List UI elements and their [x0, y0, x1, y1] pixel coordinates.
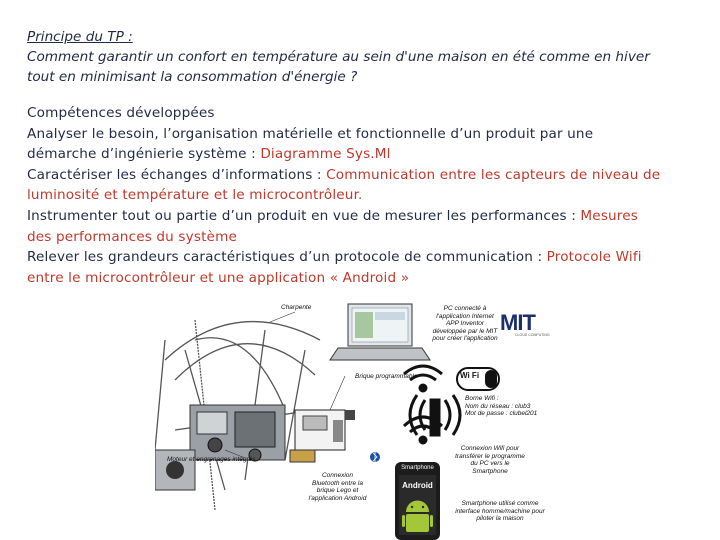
lego-base: [155, 405, 285, 490]
bluetooth-icon: [370, 452, 380, 462]
competence-line: démarche d’ingénierie système : Diagramme Sys.Ml: [27, 146, 391, 163]
label-smartphone-use: Smartphone utilisé comme interface homme/machine pour piloter la maison: [455, 500, 545, 523]
label-charpente: Charpente: [281, 304, 312, 311]
principe-question-line-2: tout en minimisant la consommation d'énergie ?: [27, 69, 358, 85]
principe-heading: Principe du TP :: [27, 29, 133, 45]
smartphone-brand: Smartphone: [401, 465, 434, 471]
label-pc: PC connecté à l'application Internet APP Inventor développée par le MIT pour créer l'application: [432, 305, 498, 343]
wifi-logo-text: Wi Fi: [460, 371, 480, 380]
competence-item-2: [27, 165, 697, 206]
programmable-brick: [290, 410, 355, 462]
smartphone: [395, 462, 440, 540]
router-signal: [410, 395, 460, 435]
competence-highlight: Communication entre les capteurs de niveau de: [326, 166, 661, 183]
mit-subtitle: CLOUD COMPUTING: [515, 333, 550, 337]
competence-line: [27, 268, 697, 289]
label-borne: Borne Wifi : Nom du réseau : club3 Mot de passe : clubel201: [465, 395, 538, 418]
competences-section: [27, 103, 697, 288]
competence-highlight: luminosité et température et le microcontrôleur.: [27, 187, 363, 204]
mit-logo: MIT: [500, 310, 535, 335]
label-connexion-wifi: Connexion Wifi pour transférer le programme du PC vers le Smartphone: [455, 445, 525, 475]
label-moteur: Moteur et engrenages intégrés: [167, 456, 256, 463]
principe-question-line-1: Comment garantir un confort en température au sein d'une maison en été comme en hiver: [27, 49, 650, 65]
label-bluetooth: Connexion Bluetooth entre la brique Lego et l'application Android: [308, 472, 367, 502]
competence-highlight: Protocole Wifi: [546, 249, 642, 266]
competence-highlight: entre le microcontrôleur et une application « Android »: [27, 269, 410, 286]
competence-line: Analyser le besoin, l’organisation matérielle et fonctionnelle d’un produit par une: [27, 125, 594, 142]
competence-line: [27, 185, 697, 206]
competence-line: Instrumenter tout ou partie d’un produit en vue de mesurer les performances : Mesures: [27, 207, 638, 224]
label-brique: Brique programmable: [355, 373, 418, 380]
competences-heading: Compétences développées: [27, 105, 215, 121]
android-label: Android: [402, 481, 433, 490]
competence-item-1: [27, 124, 697, 165]
competence-line: [27, 227, 697, 248]
competence-highlight: Mesures: [580, 207, 638, 224]
competence-line: Caractériser les échanges d’informations : Communication entre les capteurs de niveau de: [27, 166, 661, 183]
competence-highlight: Diagramme Sys.Ml: [260, 146, 391, 163]
laptop-pc: [330, 304, 430, 360]
competence-item-3: [27, 206, 697, 247]
competence-line: Relever les grandeurs caractéristiques d’un protocole de communication : Protocole Wifi: [27, 249, 642, 266]
principe-section: [27, 27, 697, 87]
competence-item-4: [27, 247, 697, 288]
competence-highlight: des performances du système: [27, 228, 237, 245]
system-illustration: [155, 300, 565, 540]
